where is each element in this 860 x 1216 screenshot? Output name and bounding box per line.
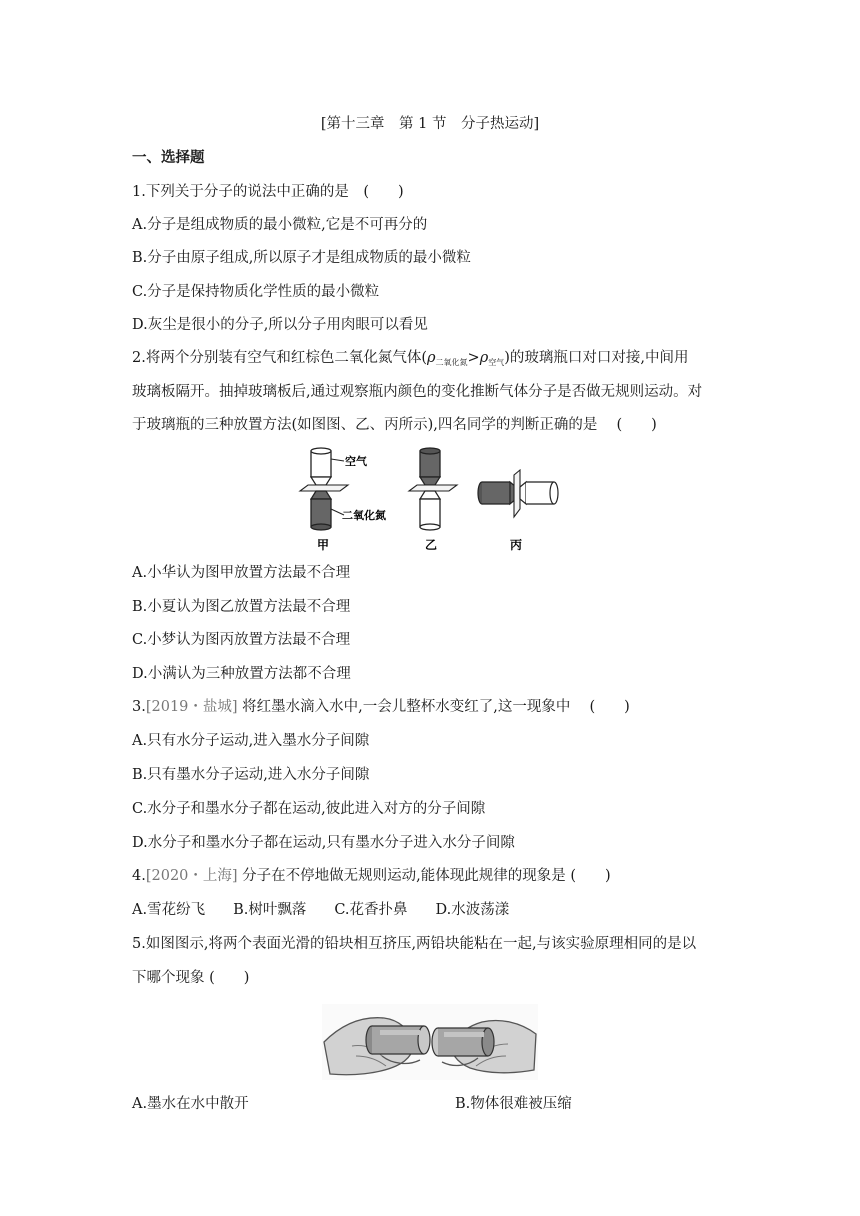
q1-option-a: A.分子是组成物质的最小微粒,它是不可再分的 [132,217,428,233]
q3-option-a: A.只有水分子运动,进入墨水分子间隙 [132,733,370,749]
lead-blocks-figure [322,1004,538,1080]
section-heading: 一、选择题 [132,150,205,166]
q3-option-d: D.水分子和墨水分子都在运动,只有墨水分子进入水分子间隙 [132,835,515,851]
q1-option-b: B.分子由原子组成,所以原子才是组成物质的最小微粒 [132,250,471,266]
q2-stem-line1 [132,348,688,373]
label-air: 空气 [345,455,367,468]
q4-option-a: A.雪花纷飞 [132,902,206,918]
q3-number: 3. [132,699,146,715]
chapter-title: [第十三章 第 1 节 分子热运动] [320,116,540,132]
q4-stem [132,866,611,886]
bottle-setup-jia [300,448,386,552]
q5-stem-line1: 5.如图图示,将两个表面光滑的铅块相互挤压,两铅块能粘在一起,与该实验原理相同的是以 [132,936,697,952]
bottle-setup-bing [478,470,558,552]
greater-than: > [467,350,480,366]
q2-option-d: D.小满认为三种放置方法都不合理 [132,666,351,682]
rho-symbol: ρ [479,350,489,366]
label-jia: 甲 [317,538,330,552]
label-bing: 丙 [510,538,523,552]
q4-source-tag: [2020・上海] [145,868,238,884]
q4-option-b: B.树叶飘落 [233,902,307,918]
rho-subscript-no2: 二氧化氮 [435,358,468,367]
q5-option-a: A.墨水在水中散开 [132,1096,249,1112]
q3-option-b: B.只有墨水分子运动,进入水分子间隙 [132,767,370,783]
q2-stem-part-b: )的玻璃瓶口对口对接,中间用 [504,350,689,366]
q4-option-d: D.水波荡漾 [435,902,510,918]
q4-option-c: C.花香扑鼻 [334,902,408,918]
q3-stem [132,697,630,717]
q5-option-b: B.物体很难被压缩 [455,1096,572,1112]
q1-option-c: C.分子是保持物质化学性质的最小微粒 [132,284,380,300]
q2-option-b: B.小夏认为图乙放置方法最不合理 [132,599,351,615]
q2-stem-line2: 玻璃板隔开。抽掉玻璃板后,通过观察瓶内颜色的变化推断气体分子是否做无规则运动。对 [132,384,703,400]
q2-stem-line3: 于玻璃瓶的三种放置方法(如图图、乙、丙所示),四名同学的判断正确的是 ( ) [132,417,657,433]
q4-number: 4. [132,868,146,884]
q5-stem-line2: 下哪个现象 ( ) [132,970,250,986]
rho-symbol: ρ [427,350,436,366]
q4-options-row [132,900,537,920]
q3-stem-text: 将红墨水滴入水中,一会儿整杯水变红了,这一现象中 ( ) [237,699,630,715]
label-yi: 乙 [425,538,438,552]
q4-stem-text: 分子在不停地做无规则运动,能体现此规律的现象是 ( ) [237,868,611,884]
q1-stem: 1.下列关于分子的说法中正确的是 ( ) [132,184,404,200]
q2-option-a: A.小华认为图甲放置方法最不合理 [132,565,351,581]
bottles-figure [290,445,580,555]
q3-source-tag: [2019・盐城] [145,699,238,715]
q1-option-d: D.灰尘是很小的分子,所以分子用肉眼可以看见 [132,317,428,333]
rho-subscript-air: 空气 [488,358,505,367]
label-no2: 二氧化氮 [342,509,386,522]
q3-option-c: C.水分子和墨水分子都在运动,彼此进入对方的分子间隙 [132,801,486,817]
q2-option-c: C.小梦认为图丙放置方法最不合理 [132,632,351,648]
bottle-setup-yi [409,448,457,552]
q2-stem-part-a: 2.将两个分别装有空气和红棕色二氧化氮气体( [132,350,427,366]
